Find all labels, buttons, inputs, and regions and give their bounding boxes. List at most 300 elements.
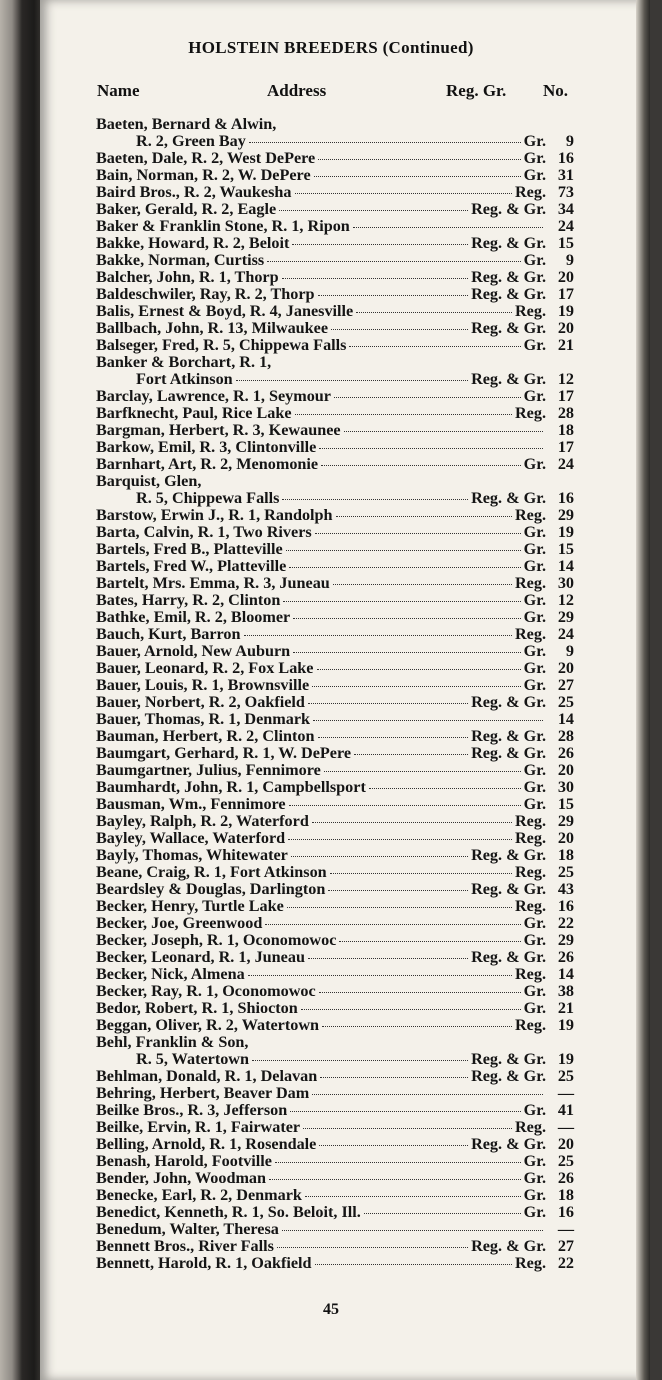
page-title: HOLSTEIN BREEDERS (Continued) bbox=[188, 38, 474, 57]
registration-type: Reg. & Gr. bbox=[471, 1135, 546, 1153]
herd-count: 12 bbox=[557, 370, 574, 388]
herd-count: 24 bbox=[557, 625, 574, 643]
herd-count: 20 bbox=[557, 829, 574, 847]
list-item bbox=[96, 677, 574, 694]
breeder-name-address: Bender, John, Woodman bbox=[96, 1169, 267, 1187]
breeder-name-address: Belling, Arnold, R. 1, Rosendale bbox=[96, 1135, 317, 1153]
leader-dots bbox=[244, 635, 512, 636]
breeder-name-address: Bayley, Wallace, Waterford bbox=[96, 829, 286, 847]
breeder-name-address: Barfknecht, Paul, Rice Lake bbox=[96, 404, 292, 422]
breeder-name-address: Barquist, Glen, bbox=[96, 472, 202, 490]
list-item bbox=[96, 422, 574, 439]
registration-type: Reg. & Gr. bbox=[471, 727, 546, 745]
registration-type: Reg. bbox=[514, 183, 546, 201]
column-header-name: Name bbox=[97, 81, 140, 100]
herd-count: 28 bbox=[557, 404, 574, 422]
leader-dots bbox=[331, 329, 468, 330]
herd-count: 18 bbox=[557, 846, 574, 864]
leader-dots bbox=[269, 1179, 521, 1180]
registration-type: Reg. & Gr. bbox=[471, 268, 546, 286]
registration-type: Reg. bbox=[514, 829, 546, 847]
breeder-name-address: Banker & Borchart, R. 1, bbox=[96, 353, 272, 371]
breeder-name-address: Baumgart, Gerhard, R. 1, W. DePere bbox=[96, 744, 352, 762]
list-item bbox=[96, 643, 574, 660]
registration-type: Reg. bbox=[514, 863, 546, 881]
herd-count: 12 bbox=[557, 591, 574, 609]
leader-dots bbox=[283, 601, 520, 602]
leader-dots bbox=[282, 499, 468, 500]
herd-count: 14 bbox=[557, 557, 574, 575]
breeder-name-address: Bain, Norman, R. 2, W. DePere bbox=[96, 166, 311, 184]
herd-count: 38 bbox=[557, 982, 574, 1000]
registration-type: Gr. bbox=[523, 387, 546, 405]
column-header-address: Address bbox=[267, 81, 327, 100]
registration-type: Gr. bbox=[523, 914, 546, 932]
breeder-name-address: Bausman, Wm., Fennimore bbox=[96, 795, 286, 813]
leader-dots bbox=[252, 1060, 468, 1061]
list-item bbox=[96, 303, 574, 320]
registration-type: Gr. bbox=[523, 778, 546, 796]
herd-count: 20 bbox=[557, 659, 574, 677]
breeder-name-address: R. 5, Chippewa Falls bbox=[136, 489, 280, 507]
herd-count: 15 bbox=[557, 795, 574, 813]
list-item bbox=[96, 779, 574, 796]
list-item bbox=[96, 881, 574, 898]
leader-dots bbox=[321, 465, 521, 466]
leader-dots bbox=[295, 414, 512, 415]
leader-dots bbox=[336, 516, 512, 517]
leader-dots bbox=[318, 737, 469, 738]
breeder-name-address: Baumgartner, Julius, Fennimore bbox=[96, 761, 321, 779]
herd-count: 18 bbox=[557, 421, 574, 439]
list-item bbox=[96, 1068, 574, 1085]
breeder-list bbox=[96, 116, 574, 1272]
list-item bbox=[96, 269, 574, 286]
leader-dots bbox=[349, 346, 520, 347]
herd-count: 20 bbox=[557, 1135, 574, 1153]
leader-dots bbox=[293, 618, 520, 619]
registration-type: Gr. bbox=[523, 1152, 546, 1170]
leader-dots bbox=[354, 754, 468, 755]
herd-count: 14 bbox=[557, 710, 574, 728]
leader-dots bbox=[292, 244, 468, 245]
list-item bbox=[96, 558, 574, 575]
list-item bbox=[96, 1136, 574, 1153]
leader-dots bbox=[236, 380, 468, 381]
registration-type: Reg. & Gr. bbox=[471, 880, 546, 898]
leader-dots bbox=[295, 193, 512, 194]
breeder-name-address: Becker, Nick, Almena bbox=[96, 965, 245, 983]
registration-type: Reg. bbox=[514, 506, 546, 524]
breeder-name-address: Barclay, Lawrence, R. 1, Seymour bbox=[96, 387, 331, 405]
page-edge bbox=[636, 0, 650, 1380]
breeder-name-address: Baldeschwiler, Ray, R. 2, Thorp bbox=[96, 285, 315, 303]
list-item bbox=[96, 184, 574, 201]
herd-count: 17 bbox=[557, 438, 574, 456]
leader-dots bbox=[305, 1196, 521, 1197]
registration-type: Reg. & Gr. bbox=[471, 948, 546, 966]
list-item bbox=[96, 524, 574, 541]
leader-dots bbox=[333, 584, 512, 585]
registration-type: Reg. & Gr. bbox=[471, 1237, 546, 1255]
list-item bbox=[96, 898, 574, 915]
list-item bbox=[96, 388, 574, 405]
leader-dots bbox=[248, 975, 512, 976]
list-item bbox=[96, 847, 574, 864]
list-item bbox=[96, 490, 574, 507]
breeder-name-address: Baird Bros., R. 2, Waukesha bbox=[96, 183, 292, 201]
breeder-name-address: Benash, Harold, Footville bbox=[96, 1152, 272, 1170]
herd-count: 25 bbox=[557, 693, 574, 711]
herd-count: 41 bbox=[557, 1101, 574, 1119]
list-item bbox=[96, 541, 574, 558]
herd-count: 26 bbox=[557, 1169, 574, 1187]
registration-type: Reg. & Gr. bbox=[471, 1050, 546, 1068]
leader-dots bbox=[293, 652, 521, 653]
registration-type: Reg. bbox=[514, 1254, 546, 1272]
herd-count: 21 bbox=[557, 999, 574, 1017]
registration-type: Gr. bbox=[523, 132, 546, 150]
herd-count: — bbox=[557, 1220, 574, 1238]
list-item bbox=[96, 320, 574, 337]
registration-type: Reg. bbox=[514, 1118, 546, 1136]
list-item bbox=[96, 1221, 574, 1238]
leader-dots bbox=[339, 941, 520, 942]
list-item bbox=[96, 813, 574, 830]
breeder-name-address: Becker, Joe, Greenwood bbox=[96, 914, 263, 932]
leader-dots bbox=[301, 1009, 521, 1010]
breeder-name-address: Bauman, Herbert, R. 2, Clinton bbox=[96, 727, 315, 745]
breeder-name-address: Bauer, Arnold, New Auburn bbox=[96, 642, 291, 660]
breeder-name-address: Bathke, Emil, R. 2, Bloomer bbox=[96, 608, 291, 626]
breeder-name-address: Balseger, Fred, R. 5, Chippewa Falls bbox=[96, 336, 347, 354]
registration-type: Gr. bbox=[523, 659, 546, 677]
list-item bbox=[96, 1119, 574, 1136]
herd-count: 9 bbox=[565, 251, 574, 269]
herd-count: 20 bbox=[557, 761, 574, 779]
herd-count: 15 bbox=[557, 234, 574, 252]
herd-count: 29 bbox=[557, 812, 574, 830]
list-item bbox=[96, 354, 574, 371]
leader-dots bbox=[319, 448, 543, 449]
herd-count: 30 bbox=[557, 574, 574, 592]
column-header-no: No. bbox=[543, 81, 569, 100]
registration-type: Gr. bbox=[523, 540, 546, 558]
herd-count: 27 bbox=[557, 676, 574, 694]
leader-dots bbox=[289, 805, 521, 806]
breeder-name-address: Bates, Harry, R. 2, Clinton bbox=[96, 591, 281, 609]
leader-dots bbox=[364, 1213, 521, 1214]
herd-count: 30 bbox=[557, 778, 574, 796]
list-item bbox=[96, 1204, 574, 1221]
registration-type: Gr. bbox=[523, 251, 546, 269]
breeder-name-address: Bakke, Norman, Curtiss bbox=[96, 251, 265, 269]
registration-type: Reg. bbox=[514, 965, 546, 983]
herd-count: 17 bbox=[557, 285, 574, 303]
breeder-name-address: Bartelt, Mrs. Emma, R. 3, Juneau bbox=[96, 574, 330, 592]
herd-count: 21 bbox=[557, 336, 574, 354]
registration-type: Reg. & Gr. bbox=[471, 846, 546, 864]
breeder-name-address: R. 5, Watertown bbox=[136, 1050, 250, 1068]
list-item bbox=[96, 286, 574, 303]
registration-type: Gr. bbox=[523, 149, 546, 167]
list-item bbox=[96, 915, 574, 932]
herd-count: 22 bbox=[557, 1254, 574, 1272]
leader-dots bbox=[308, 703, 468, 704]
herd-count: 16 bbox=[557, 897, 574, 915]
leader-dots bbox=[265, 924, 520, 925]
leader-dots bbox=[291, 856, 468, 857]
leader-dots bbox=[319, 1145, 468, 1146]
list-item bbox=[96, 966, 574, 983]
leader-dots bbox=[286, 550, 521, 551]
leader-dots bbox=[314, 176, 521, 177]
herd-count: 73 bbox=[557, 183, 574, 201]
leader-dots bbox=[322, 1026, 512, 1027]
list-item bbox=[96, 1017, 574, 1034]
herd-count: 25 bbox=[557, 1067, 574, 1085]
leader-dots bbox=[275, 1162, 521, 1163]
herd-count: — bbox=[557, 1118, 574, 1136]
leader-dots bbox=[313, 720, 543, 721]
herd-count: 19 bbox=[557, 302, 574, 320]
herd-count: 17 bbox=[557, 387, 574, 405]
registration-type: Reg. bbox=[514, 574, 546, 592]
herd-count: 16 bbox=[557, 489, 574, 507]
breeder-name-address: Barkow, Emil, R. 3, Clintonville bbox=[96, 438, 317, 456]
registration-type: Gr. bbox=[523, 676, 546, 694]
list-item bbox=[96, 1238, 574, 1255]
registration-type: Reg. & Gr. bbox=[471, 285, 546, 303]
registration-type: Reg. bbox=[514, 1016, 546, 1034]
leader-dots bbox=[315, 1264, 512, 1265]
list-item bbox=[96, 371, 574, 388]
list-item bbox=[96, 1102, 574, 1119]
herd-count: 22 bbox=[557, 914, 574, 932]
registration-type: Gr. bbox=[523, 795, 546, 813]
registration-type: Gr. bbox=[523, 1203, 546, 1221]
leader-dots bbox=[277, 1247, 468, 1248]
list-item bbox=[96, 1187, 574, 1204]
leader-dots bbox=[282, 1230, 543, 1231]
herd-count: 20 bbox=[557, 268, 574, 286]
list-item bbox=[96, 660, 574, 677]
breeder-name-address: Bauer, Louis, R. 1, Brownsville bbox=[96, 676, 310, 694]
breeder-name-address: Bartels, Fred B., Platteville bbox=[96, 540, 283, 558]
list-item bbox=[96, 439, 574, 456]
list-item bbox=[96, 694, 574, 711]
breeder-name-address: Becker, Ray, R. 1, Oconomowoc bbox=[96, 982, 316, 1000]
leader-dots bbox=[334, 397, 521, 398]
list-item bbox=[96, 405, 574, 422]
list-item bbox=[96, 252, 574, 269]
registration-type: Gr. bbox=[523, 642, 546, 660]
herd-count: 27 bbox=[557, 1237, 574, 1255]
breeder-name-address: Balcher, John, R. 1, Thorp bbox=[96, 268, 279, 286]
breeder-name-address: Bauch, Kurt, Barron bbox=[96, 625, 241, 643]
list-item bbox=[96, 218, 574, 235]
list-item bbox=[96, 235, 574, 252]
registration-type: Gr. bbox=[523, 982, 546, 1000]
breeder-name-address: Bennett, Harold, R. 1, Oakfield bbox=[96, 1254, 312, 1272]
list-item bbox=[96, 1000, 574, 1017]
leader-dots bbox=[279, 210, 468, 211]
herd-count: 19 bbox=[557, 1016, 574, 1034]
leader-dots bbox=[315, 533, 521, 534]
list-item bbox=[96, 1170, 574, 1187]
herd-count: 24 bbox=[557, 217, 574, 235]
list-item bbox=[96, 337, 574, 354]
breeder-name-address: Behl, Franklin & Son, bbox=[96, 1033, 249, 1051]
breeder-name-address: Benedum, Walter, Theresa bbox=[96, 1220, 279, 1238]
herd-count: — bbox=[557, 1084, 574, 1102]
list-item bbox=[96, 592, 574, 609]
breeder-name-address: Bayley, Ralph, R. 2, Waterford bbox=[96, 812, 309, 830]
registration-type: Gr. bbox=[523, 761, 546, 779]
registration-type: Reg. & Gr. bbox=[471, 319, 546, 337]
list-item bbox=[96, 133, 574, 150]
herd-count: 29 bbox=[557, 506, 574, 524]
breeder-name-address: Bauer, Leonard, R. 2, Fox Lake bbox=[96, 659, 314, 677]
breeder-name-address: Benedict, Kenneth, R. 1, So. Beloit, Ill. bbox=[96, 1203, 361, 1221]
breeder-name-address: Bakke, Howard, R. 2, Beloit bbox=[96, 234, 290, 252]
herd-count: 16 bbox=[557, 1203, 574, 1221]
leader-dots bbox=[249, 142, 521, 143]
registration-type: Gr. bbox=[523, 591, 546, 609]
leader-dots bbox=[319, 992, 521, 993]
registration-type: Gr. bbox=[523, 166, 546, 184]
registration-type: Reg. bbox=[514, 897, 546, 915]
leader-dots bbox=[288, 839, 512, 840]
breeder-name-address: Bayly, Thomas, Whitewater bbox=[96, 846, 288, 864]
registration-type: Gr. bbox=[523, 336, 546, 354]
list-item bbox=[96, 949, 574, 966]
leader-dots bbox=[289, 567, 520, 568]
registration-type: Reg. bbox=[514, 812, 546, 830]
breeder-name-address: Bedor, Robert, R. 1, Shiocton bbox=[96, 999, 298, 1017]
list-item bbox=[96, 167, 574, 184]
breeder-name-address: Becker, Henry, Turtle Lake bbox=[96, 897, 284, 915]
herd-count: 9 bbox=[565, 132, 574, 150]
leader-dots bbox=[328, 890, 468, 891]
list-item bbox=[96, 728, 574, 745]
breeder-name-address: R. 2, Green Bay bbox=[136, 132, 246, 150]
breeder-name-address: Baker & Franklin Stone, R. 1, Ripon bbox=[96, 217, 350, 235]
breeder-name-address: Behring, Herbert, Beaver Dam bbox=[96, 1084, 310, 1102]
list-item bbox=[96, 201, 574, 218]
registration-type: Reg. & Gr. bbox=[471, 234, 546, 252]
registration-type: Reg. bbox=[514, 625, 546, 643]
leader-dots bbox=[356, 312, 512, 313]
registration-type: Reg. & Gr. bbox=[471, 370, 546, 388]
list-item bbox=[96, 116, 574, 133]
registration-type: Gr. bbox=[523, 608, 546, 626]
registration-type: Gr. bbox=[523, 557, 546, 575]
herd-count: 31 bbox=[557, 166, 574, 184]
list-item bbox=[96, 575, 574, 592]
registration-type: Gr. bbox=[523, 999, 546, 1017]
list-item bbox=[96, 932, 574, 949]
herd-count: 25 bbox=[557, 1152, 574, 1170]
herd-count: 16 bbox=[557, 149, 574, 167]
breeder-name-address: Beardsley & Douglas, Darlington bbox=[96, 880, 326, 898]
book-binding bbox=[0, 0, 44, 1380]
breeder-name-address: Bennett Bros., River Falls bbox=[96, 1237, 274, 1255]
breeder-name-address: Beilke Bros., R. 3, Jefferson bbox=[96, 1101, 288, 1119]
herd-count: 20 bbox=[557, 319, 574, 337]
herd-count: 34 bbox=[557, 200, 574, 218]
herd-count: 26 bbox=[557, 948, 574, 966]
list-item bbox=[96, 507, 574, 524]
list-item bbox=[96, 473, 574, 490]
registration-type: Reg. & Gr. bbox=[471, 200, 546, 218]
leader-dots bbox=[353, 227, 543, 228]
breeder-name-address: Fort Atkinson bbox=[136, 370, 233, 388]
breeder-name-address: Becker, Joseph, R. 1, Oconomowoc bbox=[96, 931, 337, 949]
column-header-reg-gr: Reg. Gr. bbox=[446, 81, 507, 100]
breeder-name-address: Beilke, Ervin, R. 1, Fairwater bbox=[96, 1118, 301, 1136]
leader-dots bbox=[318, 295, 469, 296]
registration-type: Gr. bbox=[523, 931, 546, 949]
herd-count: 19 bbox=[557, 1050, 574, 1068]
breeder-name-address: Baeten, Dale, R. 2, West DePere bbox=[96, 149, 316, 167]
leader-dots bbox=[320, 1077, 468, 1078]
breeder-name-address: Becker, Leonard, R. 1, Juneau bbox=[96, 948, 305, 966]
breeder-name-address: Beggan, Oliver, R. 2, Watertown bbox=[96, 1016, 320, 1034]
list-item bbox=[96, 983, 574, 1000]
page-number: 45 bbox=[323, 1301, 339, 1318]
breeder-name-address: Balis, Ernest & Boyd, R. 4, Janesville bbox=[96, 302, 354, 320]
breeder-name-address: Bargman, Herbert, R. 3, Kewaunee bbox=[96, 421, 341, 439]
list-item bbox=[96, 762, 574, 779]
list-item bbox=[96, 1153, 574, 1170]
list-item bbox=[96, 626, 574, 643]
list-item bbox=[96, 864, 574, 881]
leader-dots bbox=[312, 822, 512, 823]
herd-count: 43 bbox=[557, 880, 574, 898]
list-item bbox=[96, 745, 574, 762]
breeder-name-address: Baeten, Bernard & Alwin, bbox=[96, 115, 277, 133]
list-item bbox=[96, 711, 574, 728]
list-item bbox=[96, 1085, 574, 1102]
registration-type: Gr. bbox=[523, 1186, 546, 1204]
breeder-name-address: Behlman, Donald, R. 1, Delavan bbox=[96, 1067, 318, 1085]
leader-dots bbox=[308, 958, 468, 959]
leader-dots bbox=[369, 788, 521, 789]
breeder-name-address: Beane, Craig, R. 1, Fort Atkinson bbox=[96, 863, 327, 881]
breeder-name-address: Barnhart, Art, R. 2, Menomonie bbox=[96, 455, 319, 473]
registration-type: Reg. & Gr. bbox=[471, 1067, 546, 1085]
registration-type: Gr. bbox=[523, 523, 546, 541]
herd-count: 9 bbox=[565, 642, 574, 660]
leader-dots bbox=[267, 261, 520, 262]
list-item bbox=[96, 150, 574, 167]
breeder-name-address: Baumhardt, John, R. 1, Campbellsport bbox=[96, 778, 366, 796]
herd-count: 24 bbox=[557, 455, 574, 473]
breeder-name-address: Barta, Calvin, R. 1, Two Rivers bbox=[96, 523, 312, 541]
leader-dots bbox=[287, 907, 512, 908]
breeder-name-address: Bartels, Fred W., Platteville bbox=[96, 557, 287, 575]
leader-dots bbox=[312, 1094, 543, 1095]
list-item bbox=[96, 609, 574, 626]
list-item bbox=[96, 1255, 574, 1272]
registration-type: Reg. & Gr. bbox=[471, 693, 546, 711]
leader-dots bbox=[330, 873, 512, 874]
leader-dots bbox=[312, 686, 520, 687]
registration-type: Gr. bbox=[523, 1169, 546, 1187]
registration-type: Reg. & Gr. bbox=[471, 489, 546, 507]
list-item bbox=[96, 796, 574, 813]
